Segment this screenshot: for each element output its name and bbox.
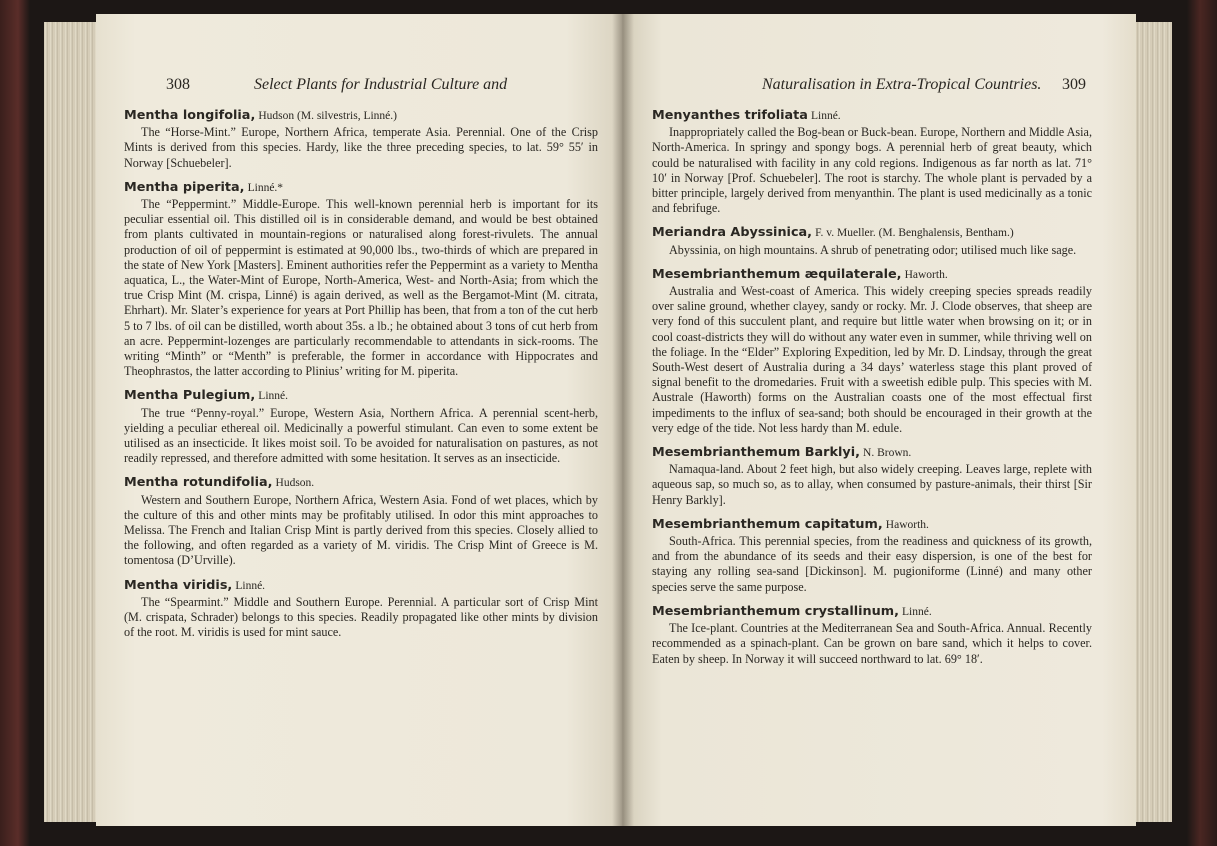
entry-authority: Linné. xyxy=(235,579,266,592)
entry-name: Mentha viridis, xyxy=(124,577,233,593)
entry-text: The “Horse-Mint.” Europe, Northern Africa, temperate Asia. Perennial. One of the Crisp Mints is derived from this species. Hardy, like the three preceding species, to lat. 59° 55′ in Norway [Schuebeler]. xyxy=(124,125,598,170)
entry-name: Menyanthes trifoliata xyxy=(652,108,808,123)
entry-text: The “Spearmint.” Middle and Southern Europe. Perennial. A particular sort of Crisp Mint (M. crispata, Schrader) belongs to this species. Readily propagated like other mints by division of the root. M. viridis is used for mint sauce. xyxy=(124,594,598,640)
book-gutter xyxy=(612,14,634,826)
plant-entry xyxy=(652,225,1092,257)
entry-name: Mentha longifolia, xyxy=(124,108,256,123)
plant-entry xyxy=(652,604,1092,667)
plant-entry xyxy=(124,388,598,466)
plant-entry xyxy=(652,267,1092,436)
plant-entry xyxy=(652,517,1092,595)
entry-authority: Linné.* xyxy=(247,181,284,194)
entry-text: The Ice-plant. Countries at the Mediterranean Sea and South-Africa. Annual. Recently recommended as a spinach-plant. Can be grown on bare sand, which it helps to cover. Eaten by sheep. In Norway it will succeed northward to lat. 69° 18′. xyxy=(652,621,1092,666)
entry-text: Abyssinia, on high mountains. A shrub of penetrating odor; utilised much like sage. xyxy=(669,242,1077,257)
entry-authority: Haworth. xyxy=(885,518,929,531)
entry-authority: Linné. xyxy=(258,390,288,403)
entry-text: Namaqua-land. About 2 feet high, but also widely creeping. Leaves large, replete with aqueous sap, so much so, as to allay, when consumed by pasture-animals, their thirst [Sir Henry Barkly]. xyxy=(652,462,1092,507)
left-page-number: 308 xyxy=(166,76,190,93)
entry-name: Mentha rotundifolia, xyxy=(124,475,273,491)
plant-entry xyxy=(124,180,598,380)
entry-name: Mentha piperita, xyxy=(124,179,245,195)
entry-name: Mesembrianthemum crystallinum, xyxy=(652,603,899,619)
entry-text: Inappropriately called the Bog-bean or Buck-bean. Europe, Northern and Middle Asia, North-America. In springy and spongy bogs. A perennial herb of great beauty, which could be naturalised with facility in any cold regions. Indigenous as far north as lat. 71° 10′ in Norway [Prof. Schuebeler]. The root is starchy. The whole plant is pervaded by a bitter principle, largely derived from menyanthin. The plant is used medicinally as a tonic and febrifuge. xyxy=(652,125,1092,216)
left-page-text-column xyxy=(124,108,598,650)
entry-authority: Haworth. xyxy=(904,268,948,281)
entry-name: Mentha Pulegium, xyxy=(124,388,256,404)
entry-authority: N. Brown. xyxy=(863,447,912,460)
right-page-number: 309 xyxy=(1062,76,1086,93)
entry-text: The true “Penny-royal.” Europe, Western Asia, Northern Africa. A perennial scent-herb, yielding a peculiar ethereal oil. Medicinally a powerful stimulant. Can even to some extent be utilised as an insecticide. It likes moist soil. To be avoided for naturalisation on pastures, as not readily repressed, and therefore admitted with some hesitation. It serves as an insecticide. xyxy=(124,405,598,466)
entry-name: Mesembrianthemum æquilaterale, xyxy=(652,266,902,282)
entry-name: Mesembrianthemum capitatum, xyxy=(652,516,883,532)
entry-authority: Hudson. xyxy=(275,477,315,490)
entry-authority: Linné. xyxy=(810,110,841,122)
entry-authority: Linné. xyxy=(902,605,932,618)
entry-authority: F. v. Mueller. (M. Benghalensis, Bentham.) xyxy=(815,227,1014,240)
entry-name: Meriandra Abyssinica, xyxy=(652,225,813,241)
plant-entry xyxy=(652,108,1092,216)
entry-text: Australia and West-coast of America. This widely creeping species spreads readily over saline ground, whether clayey, sandy or rocky. Mr. J. Clode observes, that sheep are very fond of this succulent plant, and require but little water when browsing on it; or in cool coast-districts they will do without any water even in summer, while thriving well on the foliage. In the “Elder” Exploring Expedition, led by Mr. D. Lindsay, through the great South-West desert of Australia during a 34 days’ waterless stage this plant proved of signal benefit to the dromedaries. Fruit with a sweetish edible pulp. This species with M. Australe (Haworth) forms on the Australian coasts one of the most effectual first impediments to the influx of sea-sand; both should be encouraged in their growth at the very edge of the tide. Not less hardy than M. edule. xyxy=(652,284,1092,435)
right-running-head: Naturalisation in Extra-Tropical Countries. xyxy=(762,76,1042,93)
entry-authority: Hudson (M. silvestris, Linné.) xyxy=(258,110,397,122)
plant-entry xyxy=(124,108,598,171)
left-running-head: Select Plants for Industrial Culture and xyxy=(254,76,508,93)
entry-name: Mesembrianthemum Barklyi, xyxy=(652,445,860,461)
entry-text: South-Africa. This perennial species, from the readiness and quickness of its growth, and from the abundance of its seeds and their easy dispersion, is one of the best for staying any rolling sea-sand [Dickinson]. M. pugioniforme (Linné) and many other species serve the same purpose. xyxy=(652,534,1092,594)
right-page-text-column xyxy=(652,108,1092,676)
plant-entry xyxy=(124,578,598,641)
plant-entry xyxy=(124,475,598,568)
entry-text: The “Peppermint.” Middle-Europe. This well-known perennial herb is important for its peculiar essential oil. This distilled oil is in considerable demand, and would be best obtained from plants cultivated in mountain-regions or naturalised along forest-rivulets. The annual production of oil of peppermint is estimated at 90,000 lbs., two-thirds of which are prepared in the state of New York [Masters]. Eminent authorities refer the Peppermint as a variety to Mentha aquatica, L., the Water-Mint of Europe, North-America, West- and North-Asia; from which the true Crisp Mint (M. crispa, Linné) is again derived, as well as the Bergamot-Mint (M. citrata, Ehrhart). Mr. Slater’s experience for years at Port Phillip has been, that from a ton of the cut herb 5 to 7 lbs. of oil can be distilled, worth about 35s. a lb.; he obtained about 3 tons of cut herb from an acre. Peppermint-lozenges are particularly recommendable to attendants in sick-rooms. The writing “Minth” or “Menth” is preferable, the former in accordance with Hippocrates and Theophrastos, the latter according to Plinius’ writing for M. piperita. xyxy=(124,197,598,379)
plant-entry xyxy=(652,445,1092,508)
entry-text: Western and Southern Europe, Northern Africa, Western Asia. Fond of wet places, which by the culture of this and other mints may be profitably utilised. In odor this mint approaches to Melissa. The French and Italian Crisp Mint is partly derived from this species. Closely allied to the following, and often regarded as a variety of M. viridis. The Crisp Mint of Greece is M. tomentosa (D’Urville). xyxy=(124,492,598,568)
